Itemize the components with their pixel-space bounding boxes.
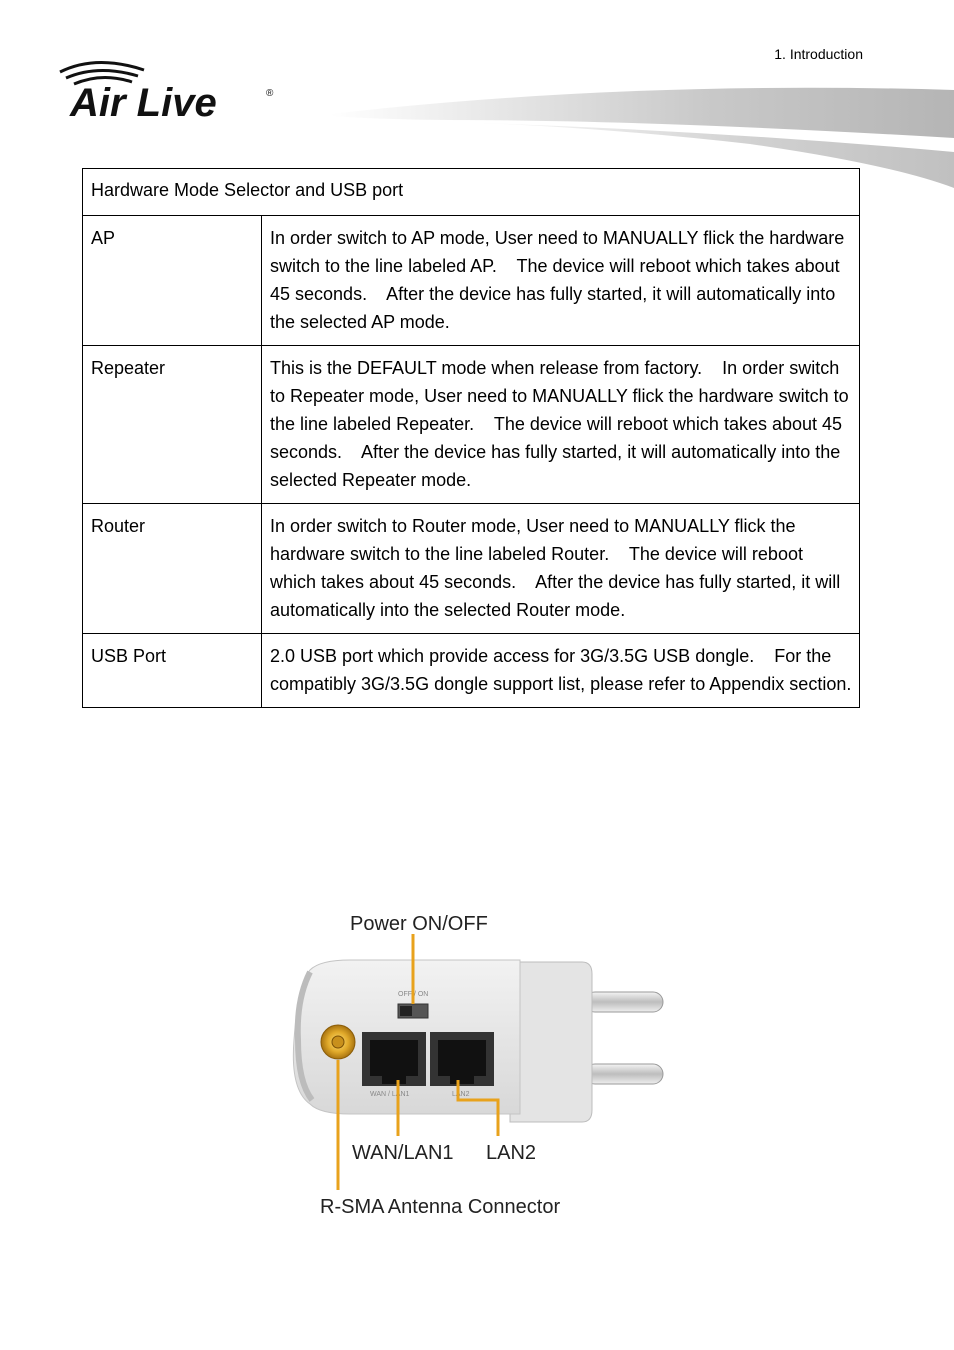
row-description: 2.0 USB port which provide access for 3G/3.5G USB dongle. For the compatibly 3G/3.5G dongle support list, please refer to Appendix section. [262, 634, 860, 708]
plug-housing [510, 962, 592, 1122]
row-description: This is the DEFAULT mode when release from factory. In order switch to Repeater mode, User need to MANUALLY flick the hardware switch to the line labeled Repeater. The device will reboot which takes about 45 seconds. After the device has fully started, it will automatically into the selected Repeater mode. [262, 346, 860, 504]
plug-pins [585, 992, 663, 1084]
device-port-diagram [290, 900, 680, 1230]
row-label: AP [83, 216, 262, 346]
table-header-row [83, 169, 860, 216]
lan2-label: LAN2 [486, 1142, 537, 1164]
ethernet-port-lan2 [430, 1032, 494, 1086]
port1-print: WAN / LAN1 [370, 1091, 410, 1098]
antenna-label: R-SMA Antenna Connector [320, 1196, 561, 1218]
power-label: Power ON/OFF [350, 913, 488, 935]
ethernet-port-wan-lan1 [362, 1032, 426, 1086]
port2-print: LAN2 [452, 1091, 470, 1098]
table-row [83, 634, 860, 708]
hardware-mode-table [82, 168, 860, 708]
switch-print: OFF / ON [398, 991, 429, 998]
logo-text: Air Live [70, 81, 217, 124]
table-row [83, 216, 860, 346]
row-label: Repeater [83, 346, 262, 504]
table-title: Hardware Mode Selector and USB port [83, 169, 860, 216]
page-header-section: 1. Introduction [774, 46, 863, 62]
row-label: Router [83, 504, 262, 634]
airlive-logo [56, 56, 286, 124]
wan-lan1-label: WAN/LAN1 [352, 1142, 454, 1164]
table-row [83, 504, 860, 634]
registered-mark: ® [266, 88, 274, 99]
row-description: In order switch to AP mode, User need to MANUALLY flick the hardware switch to the line labeled AP. The device will reboot which takes about 45 seconds. After the device has fully started, it will automatically into the selected AP mode. [262, 216, 860, 346]
row-description: In order switch to Router mode, User need to MANUALLY flick the hardware switch to the line labeled Router. The device will reboot which takes about 45 seconds. After the device has fully started, it will automatically into the selected Router mode. [262, 504, 860, 634]
table-row [83, 346, 860, 504]
row-label: USB Port [83, 634, 262, 708]
